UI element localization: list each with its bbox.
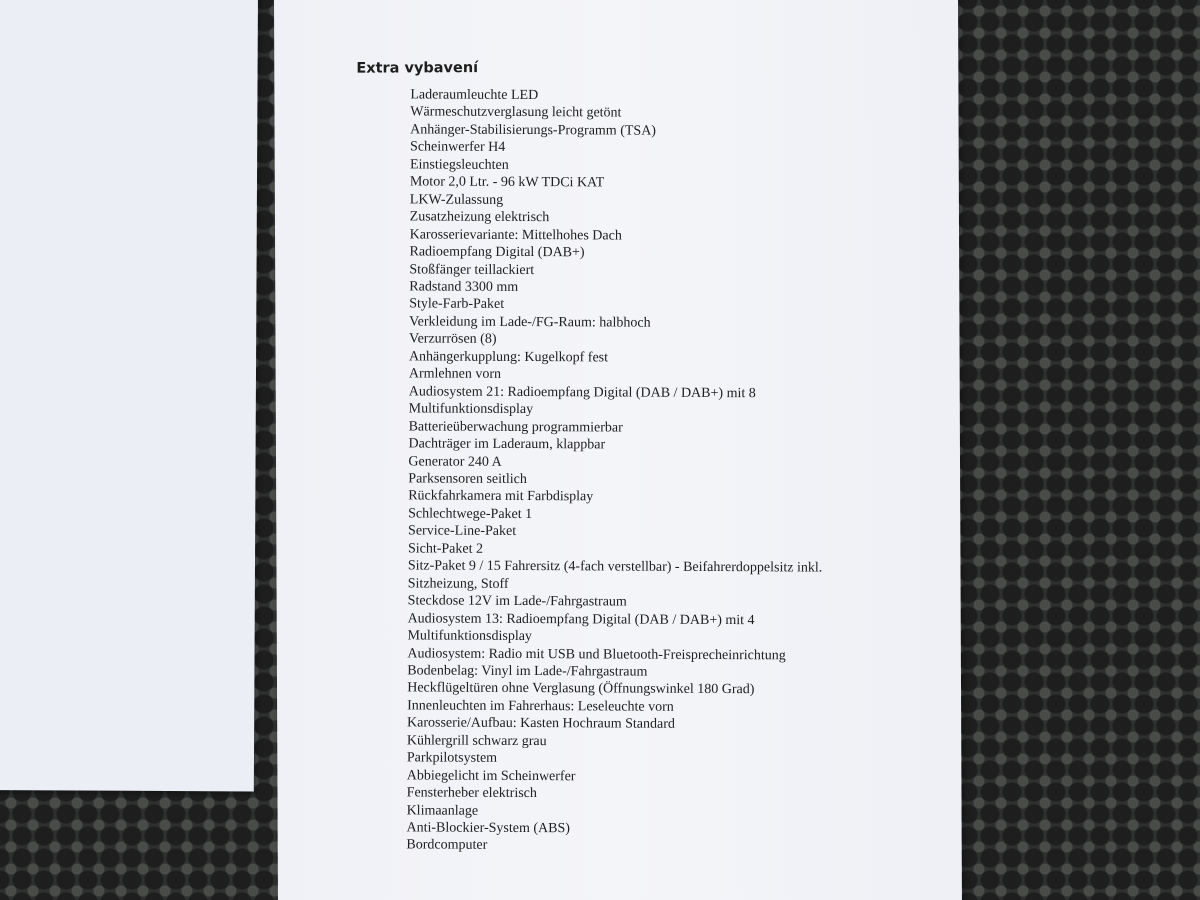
- equipment-item: Innenleuchten im Fahrerhaus: Leseleuchte vorn: [407, 698, 674, 715]
- equipment-item: Batterieüberwachung programmierbar: [408, 419, 623, 436]
- left-sheet-fragment-text: [2, 0, 87, 1]
- equipment-item: Klimaanlage: [406, 802, 479, 819]
- equipment-item: Anti-Blockier-System (ABS): [406, 820, 570, 837]
- equipment-item: Stoßfänger teillackiert: [409, 261, 535, 278]
- equipment-item: Sitz-Paket 9 / 15 Fahrersitz (4-fach verstellbar) - Beifahrerdoppelsitz inkl.: [407, 558, 823, 576]
- equipment-item: Verkleidung im Lade-/FG-Raum: halbhoch: [409, 314, 651, 331]
- equipment-item: Generator 240 A: [408, 453, 502, 470]
- equipment-item: Dachträger im Laderaum, klappbar: [408, 436, 606, 453]
- equipment-item: Rückfahrkamera mit Farbdisplay: [408, 488, 594, 505]
- main-paper-sheet: [274, 0, 962, 900]
- equipment-item: Style-Farb-Paket: [409, 296, 505, 313]
- equipment-item: Multifunktionsdisplay: [407, 628, 532, 645]
- equipment-item: Audiosystem 13: Radioempfang Digital (DAB / DAB+) mit 4: [407, 610, 755, 628]
- equipment-item: Service-Line-Paket: [408, 523, 517, 540]
- equipment-item: Audiosystem 21: Radioempfang Digital (DAB / DAB+) mit 8: [408, 384, 756, 401]
- equipment-item: Karosserievariante: Mittelhohes Dach: [409, 227, 622, 244]
- equipment-item: Parksensoren seitlich: [408, 471, 527, 487]
- equipment-item: Audiosystem: Radio mit USB und Bluetooth-Freisprecheinrichtung: [407, 645, 786, 663]
- equipment-list: [406, 86, 824, 856]
- left-paper-sheet: [0, 0, 258, 791]
- equipment-item: Sicht-Paket 2: [407, 541, 484, 557]
- equipment-item: Motor 2,0 Ltr. - 96 kW TDCi KAT: [409, 174, 605, 191]
- equipment-item: Karosserie/Aufbau: Kasten Hochraum Standard: [407, 715, 675, 733]
- equipment-item: LKW-Zulassung: [409, 192, 504, 208]
- equipment-item: Steckdose 12V im Lade-/Fahrgastraum: [407, 593, 627, 610]
- equipment-item: Schlechtwege-Paket 1: [408, 506, 533, 522]
- equipment-item: Radstand 3300 mm: [409, 279, 519, 295]
- equipment-item: Anhänger-Stabilisierungs-Programm (TSA): [410, 122, 657, 139]
- equipment-item: Heckflügeltüren ohne Verglasung (Öffnungswinkel 180 Grad): [407, 680, 755, 698]
- equipment-item: Laderaumleuchte LED: [410, 87, 539, 104]
- equipment-item: Anhängerkupplung: Kugelkopf fest: [408, 349, 609, 366]
- equipment-item: Multifunktionsdisplay: [408, 401, 534, 418]
- sheet-heading: Extra vybavení: [356, 60, 479, 77]
- equipment-item: Armlehnen vorn: [408, 366, 502, 383]
- equipment-item: Scheinwerfer H4: [410, 139, 506, 156]
- equipment-item: Bordcomputer: [406, 837, 488, 854]
- equipment-item: Verzurrösen (8): [409, 331, 497, 348]
- equipment-item: Abbiegelicht im Scheinwerfer: [406, 768, 576, 784]
- equipment-item: Einstiegsleuchten: [409, 157, 509, 173]
- equipment-item: Parkpilotsystem: [406, 750, 498, 767]
- equipment-item: Fensterheber elektrisch: [406, 785, 537, 802]
- equipment-item: Zusatzheizung elektrisch: [409, 209, 550, 226]
- equipment-item: Sitzheizung, Stoff: [407, 576, 509, 592]
- equipment-item: Kühlergrill schwarz grau: [406, 733, 547, 749]
- equipment-item: Radioempfang Digital (DAB+): [409, 244, 585, 261]
- equipment-item: Bodenbelag: Vinyl im Lade-/Fahrgastraum: [407, 663, 648, 680]
- equipment-item: Wärmeschutzverglasung leicht getönt: [410, 104, 622, 121]
